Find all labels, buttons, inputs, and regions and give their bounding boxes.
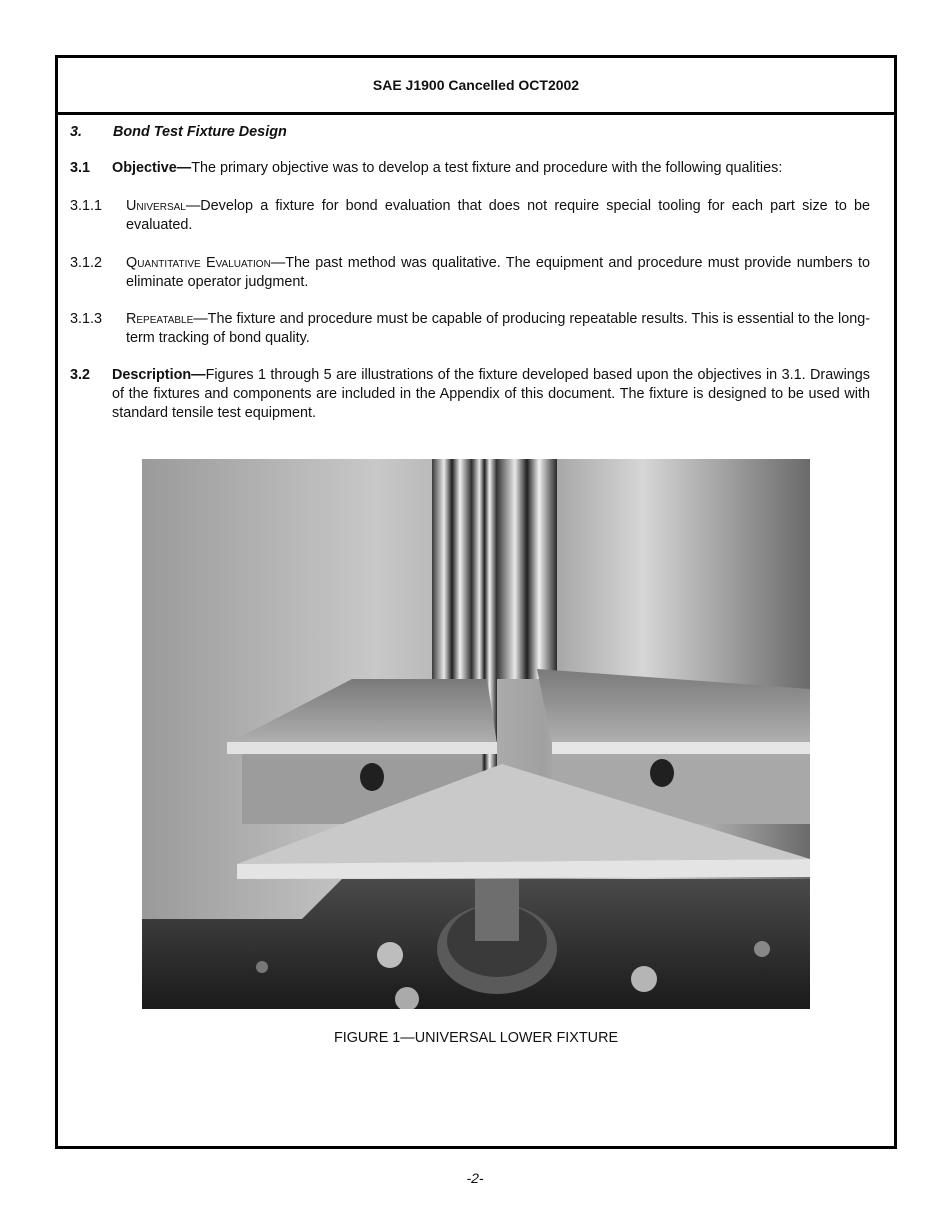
paragraph-3-1 xyxy=(70,159,870,178)
section-title: Bond Test Fixture Design xyxy=(113,124,287,140)
content-body xyxy=(70,123,870,423)
paragraph-number: 3.1.1 xyxy=(70,198,103,214)
paragraph-3-2 xyxy=(70,366,870,423)
paragraph-number: 3.2 xyxy=(70,367,91,383)
paragraph-3-1-3 xyxy=(70,310,870,348)
page-frame xyxy=(55,55,897,1149)
paragraph-text: —The past method was qualitative. The equipment and procedure must provide numbers to eliminate operator judgment. xyxy=(126,255,870,290)
paragraph-3-1-1 xyxy=(70,197,870,235)
fixture-photo-drawing xyxy=(142,459,810,1009)
paragraph-lead: Objective— xyxy=(112,160,192,176)
figure-photo xyxy=(142,459,810,1009)
figure-caption: FIGURE 1—UNIVERSAL LOWER FIXTURE xyxy=(333,1030,619,1046)
paragraph-lead: Quantitative Evaluation xyxy=(126,255,271,271)
section-number: 3. xyxy=(70,124,83,140)
page-header xyxy=(58,58,894,115)
page-number: -2- xyxy=(466,1170,484,1186)
paragraph-3-1-2 xyxy=(70,254,870,292)
paragraph-lead: Repeatable xyxy=(126,311,194,327)
document-title: SAE J1900 Cancelled OCT2002 xyxy=(372,77,580,93)
paragraph-lead: Description— xyxy=(112,367,206,383)
paragraph-lead: Universal xyxy=(126,198,186,214)
paragraph-text: Figures 1 through 5 are illustrations of the fixture developed based upon the objectives in 3.1. Drawings of the fixtures and components are included in the Appendix of this document. The fixture is designed to be used with standard tensile test equipment. xyxy=(112,367,870,421)
paragraph-number: 3.1.2 xyxy=(70,255,103,271)
paragraph-number: 3.1 xyxy=(70,160,91,176)
section-heading xyxy=(70,123,870,142)
paragraph-text: —The fixture and procedure must be capable of producing repeatable results. This is essential to the long-term tracking of bond quality. xyxy=(126,311,870,346)
paragraph-text: —Develop a fixture for bond evaluation that does not require special tooling for each part size to be evaluated. xyxy=(126,198,870,233)
paragraph-number: 3.1.3 xyxy=(70,311,103,327)
paragraph-text: The primary objective was to develop a test fixture and procedure with the following qualities: xyxy=(191,160,783,176)
